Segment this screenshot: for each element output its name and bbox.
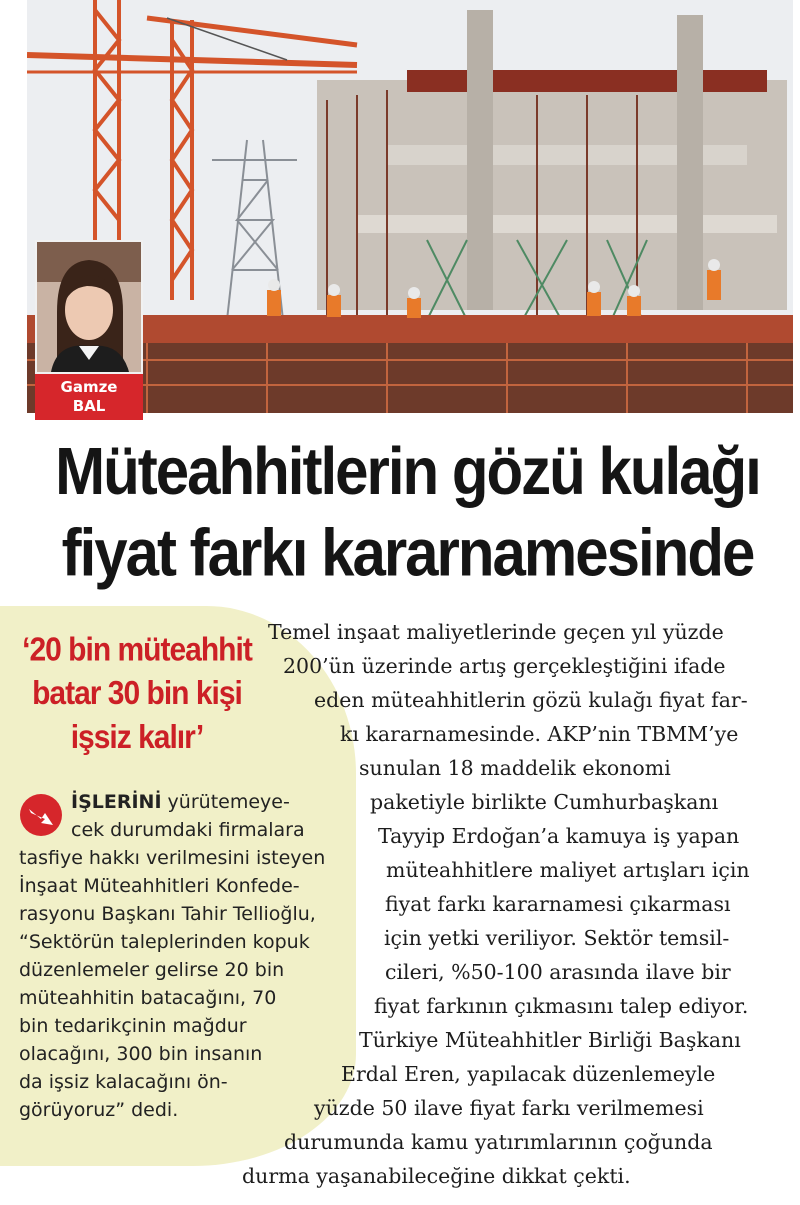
sidebar-title-line-1: ‘20 bin müteahhit bbox=[22, 631, 252, 669]
body-line: Temel inşaat maliyetlerinde geçen yıl yüzde bbox=[268, 620, 724, 644]
sidebar-line: düzenlemeler gelirse 20 bin bbox=[19, 959, 285, 981]
sidebar-body bbox=[19, 788, 354, 1124]
sidebar-line: “Sektörün taleplerinden kopuk bbox=[19, 931, 310, 953]
sidebar-line: tasfiye hakkı verilmesini isteyen bbox=[19, 847, 326, 869]
author-name-badge bbox=[35, 374, 143, 420]
body-line: yüzde 50 ilave fiyat farkı verilmemesi bbox=[314, 1096, 704, 1120]
sidebar-first-line-rest: yürütemeye- bbox=[161, 791, 290, 813]
author-portrait bbox=[35, 240, 143, 374]
sidebar-title-line-3: işsiz kalır’ bbox=[70, 718, 204, 756]
sidebar-title-line-2: batar 30 bin kişi bbox=[32, 675, 242, 712]
body-line: sunulan 18 maddelik ekonomi bbox=[359, 756, 671, 780]
body-line: paketiyle birlikte Cumhurbaşkanı bbox=[370, 790, 719, 814]
body-line: fiyat farkı kararnamesi çıkarması bbox=[385, 892, 731, 916]
sidebar-line: da işsiz kalacağını ön- bbox=[19, 1071, 228, 1093]
body-line: 200’ün üzerinde artış gerçekleştiğini ifade bbox=[283, 654, 726, 678]
sidebar-line bbox=[19, 788, 354, 816]
sidebar-line: müteahhitin batacağını, 70 bbox=[19, 987, 277, 1009]
sidebar-line: cek durumdaki firmalara bbox=[71, 819, 305, 841]
headline bbox=[20, 430, 795, 594]
body-line: durma yaşanabileceğine dikkat çekti. bbox=[242, 1164, 631, 1188]
body-line: durumunda kamu yatırımlarının çoğunda bbox=[284, 1130, 713, 1154]
body-line: fiyat farkının çıkmasını talep ediyor. bbox=[374, 994, 749, 1018]
body-line: Türkiye Müteahhitler Birliği Başkanı bbox=[359, 1028, 741, 1052]
body-line: müteahhitlere maliyet artışları için bbox=[386, 858, 750, 882]
sidebar-title bbox=[12, 628, 262, 759]
body-line: Tayyip Erdoğan’a kamuya iş yapan bbox=[378, 824, 740, 848]
body-line: cileri, %50-100 arasında ilave bir bbox=[385, 960, 731, 984]
sidebar-lead-word: İŞLERİNİ bbox=[71, 791, 162, 813]
body-line: için yetki veriliyor. Sektör temsil- bbox=[384, 926, 730, 950]
sidebar-line: görüyoruz” dedi. bbox=[19, 1099, 179, 1121]
body-line: Erdal Eren, yapılacak düzenlemeyle bbox=[341, 1062, 716, 1086]
sidebar-line: rasyonu Başkanı Tahir Tellioğlu, bbox=[19, 903, 316, 925]
headline-line-2: fiyat farkı kararnamesinde bbox=[61, 515, 754, 591]
author-portrait-illustration bbox=[37, 242, 141, 372]
body-line: kı kararnamesinde. AKP’nin TBMM’ye bbox=[340, 722, 739, 746]
author-last-name: BAL bbox=[72, 397, 106, 415]
sidebar-line: İnşaat Müteahhitleri Konfede- bbox=[19, 875, 300, 897]
headline-line-1: Müteahhitlerin gözü kulağı bbox=[55, 433, 760, 509]
sidebar-line: olacağını, 300 bin insanın bbox=[19, 1043, 263, 1065]
sidebar-line: bin tedarikçinin mağdur bbox=[19, 1015, 247, 1037]
author-first-name: Gamze bbox=[60, 378, 118, 396]
body-line: eden müteahhitlerin gözü kulağı fiyat far- bbox=[314, 688, 748, 712]
